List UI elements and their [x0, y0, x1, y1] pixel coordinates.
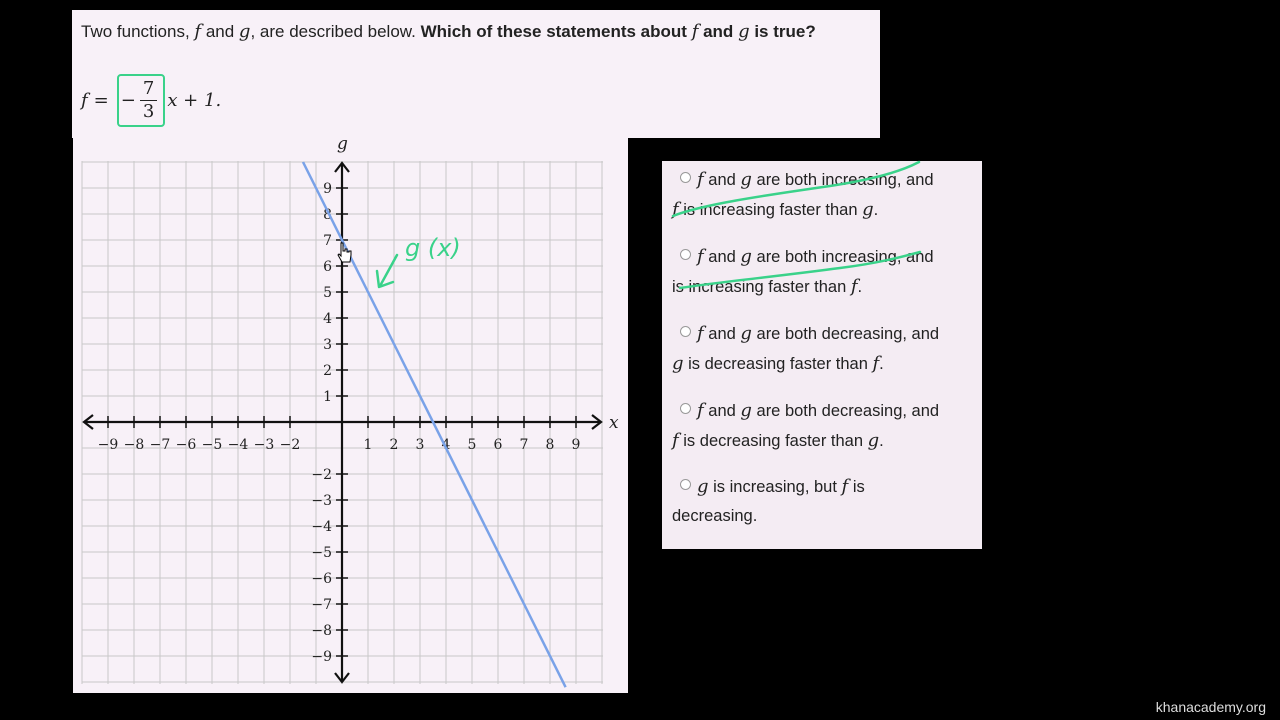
y-tick-label: −6: [311, 571, 332, 587]
x-tick-label: −6: [175, 437, 197, 453]
choice-text: .: [879, 355, 884, 373]
choice-var: f: [872, 353, 880, 374]
choice-var: f: [850, 276, 858, 297]
choice-text: are both increasing, and: [756, 248, 934, 266]
y-tick-label: 7: [323, 233, 332, 249]
y-tick-label: −4: [311, 519, 332, 535]
prompt-bold-end: is true?: [754, 22, 816, 41]
choice-text: .: [873, 201, 879, 219]
graph-panel: [73, 138, 628, 693]
choice-3[interactable]: [672, 319, 972, 379]
y-tick-label: −3: [311, 493, 332, 509]
var-f-bold: f: [691, 21, 699, 42]
radio-button[interactable]: [680, 326, 691, 337]
x-tick-label: −5: [201, 437, 223, 453]
choice-1[interactable]: [672, 165, 972, 225]
x-tick-label: −9: [97, 437, 119, 453]
prompt-bold-question: Which of these statements about: [420, 22, 687, 41]
var-g: g: [238, 21, 251, 42]
choice-var: g: [862, 199, 874, 220]
x-tick-label: −2: [279, 437, 301, 453]
choices-panel: [662, 161, 982, 549]
y-tick-label: 3: [323, 337, 332, 353]
choice-text: are both decreasing, and: [756, 325, 940, 343]
y-tick-label: 8: [323, 207, 332, 223]
x-tick-label: 9: [571, 437, 581, 453]
choice-5[interactable]: [672, 472, 972, 531]
choice-var: g: [740, 246, 752, 267]
annotation-g-of-x: g (x): [405, 234, 461, 262]
choice-text: .: [879, 432, 884, 450]
x-tick-label: 4: [441, 437, 451, 453]
choice-var: g: [740, 323, 752, 344]
choice-var: f: [672, 430, 679, 451]
slope-numerator: 7: [142, 77, 155, 99]
question-prompt: [81, 21, 816, 42]
choice-text: and: [708, 248, 736, 266]
choice-var: f: [697, 169, 704, 190]
y-tick-label: −7: [311, 597, 332, 613]
coordinate-graph: [73, 138, 628, 693]
x-tick-label: −3: [253, 437, 275, 453]
question-panel: [72, 10, 880, 138]
choice-text: is: [852, 478, 865, 496]
x-tick-label: −4: [227, 437, 249, 453]
choice-text: is increasing faster than: [672, 278, 847, 296]
slope-denominator: 3: [140, 100, 157, 123]
x-tick-label: 6: [493, 437, 503, 453]
x-tick-label: −8: [123, 437, 145, 453]
equation-rest: x + 1.: [167, 89, 222, 111]
x-tick-label: 7: [519, 437, 529, 453]
choice-var: g: [740, 400, 752, 421]
x-tick-label: 1: [363, 437, 373, 453]
choice-var: g: [867, 430, 880, 451]
choice-2[interactable]: [672, 242, 972, 302]
choice-text: are both decreasing, and: [756, 402, 940, 420]
x-tick-label: 5: [467, 437, 477, 453]
y-tick-label: 4: [323, 311, 332, 327]
y-tick-label: 2: [323, 363, 332, 379]
var-g-bold: g: [738, 21, 750, 42]
y-tick-label: 5: [323, 285, 332, 301]
x-tick-label: −7: [149, 437, 171, 453]
x-tick-label: 2: [389, 437, 399, 453]
radio-button[interactable]: [680, 249, 691, 260]
choice-text: are both increasing, and: [756, 171, 934, 189]
choice-text: and: [708, 402, 736, 420]
equation-f: [81, 70, 221, 130]
choice-text: and: [708, 171, 736, 189]
choice-text: is decreasing faster than: [683, 432, 864, 450]
var-f: f: [194, 21, 202, 42]
choice-text: is increasing faster than: [683, 201, 858, 219]
slope-highlight-box: [117, 74, 166, 127]
prompt-bold-and: and: [703, 22, 734, 41]
equation-minus: −: [120, 89, 136, 111]
choice-text: and: [708, 325, 736, 343]
choice-var: f: [841, 476, 849, 497]
equation-lhs: f: [81, 89, 88, 111]
y-tick-label: 1: [323, 389, 332, 405]
choice-var: f: [697, 323, 704, 344]
prompt-described: , are described below.: [250, 22, 416, 41]
choice-text: is decreasing faster than: [688, 355, 868, 373]
choice-var: f: [697, 400, 704, 421]
equation-equals: =: [93, 89, 109, 111]
y-tick-label: 9: [323, 181, 332, 197]
y-tick-label: −2: [311, 467, 332, 483]
radio-button[interactable]: [680, 479, 691, 490]
choice-var: f: [697, 246, 704, 267]
watermark: khanacademy.org: [1155, 699, 1266, 715]
choice-var: f: [672, 199, 679, 220]
y-tick-label: −5: [311, 545, 332, 561]
radio-button[interactable]: [680, 403, 691, 414]
y-tick-label: −8: [311, 623, 332, 639]
radio-button[interactable]: [680, 172, 691, 183]
choice-var: g: [672, 353, 684, 374]
prompt-and: and: [205, 22, 235, 41]
choice-var: g: [697, 476, 709, 497]
choice-var: g: [740, 169, 752, 190]
choice-4[interactable]: [672, 396, 972, 456]
x-tick-label: 3: [415, 437, 425, 453]
choice-text: decreasing.: [672, 507, 758, 525]
y-axis-name: g: [337, 138, 348, 154]
choice-text: .: [857, 278, 863, 296]
prompt-intro: Two functions,: [81, 22, 190, 41]
y-tick-label: −9: [311, 649, 332, 665]
x-tick-label: 8: [545, 437, 555, 453]
slope-fraction: [140, 78, 157, 123]
y-tick-label: 6: [323, 259, 332, 275]
choice-text: is increasing, but: [713, 478, 837, 496]
x-axis-name: x: [609, 413, 619, 433]
